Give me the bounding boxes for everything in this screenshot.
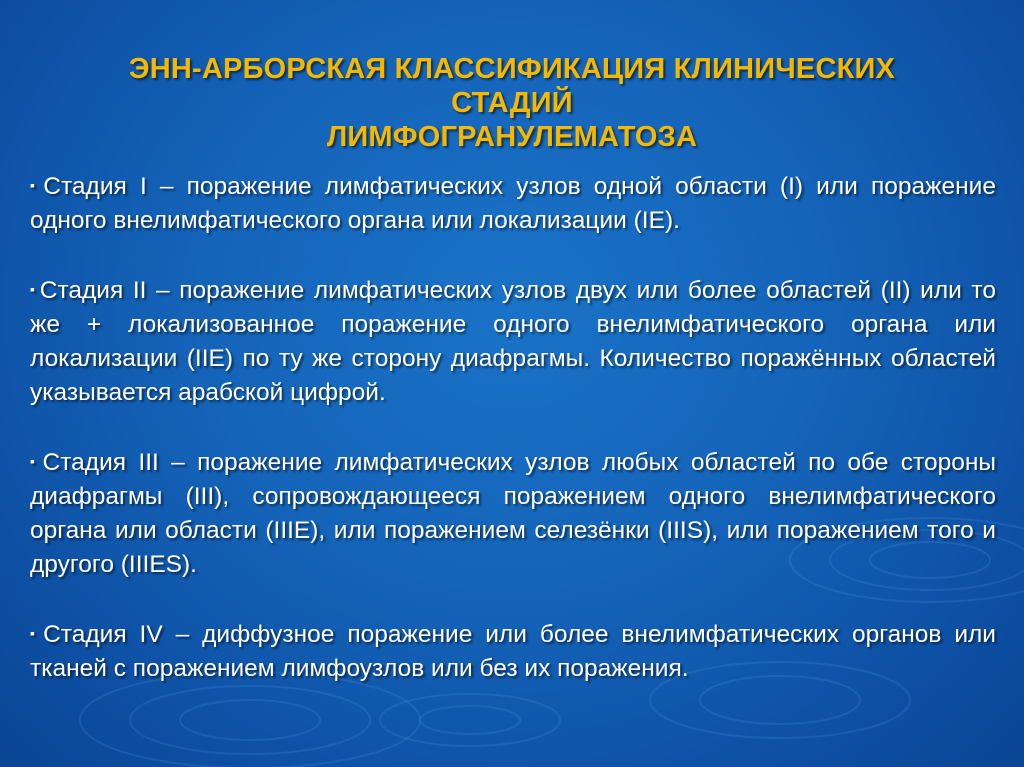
- title-line-2: СТАДИЙ: [451, 87, 573, 119]
- stage-list: [30, 168, 996, 720]
- stage-2-text: Стадия II – поражение лимфатических узлов двух или более областей (II) или то же + локализованное поражение одного внелимфатического органа или локализации (IIE) по ту же сторону диафрагмы. Количество поражённых областей указывается арабской цифрой.: [30, 277, 996, 406]
- stage-4-text: Стадия IV – диффузное поражение или более внелимфатических органов или тканей с поражением лимфоузлов или без их поражения.: [30, 621, 996, 682]
- stage-1-text: Стадия I – поражение лимфатических узлов одной области (I) или поражение одного внелимфатического органа или локализации (IE).: [30, 173, 996, 234]
- stage-2-paragraph: [30, 272, 996, 410]
- bullet-icon: ▪: [30, 625, 42, 641]
- title-line-3: ЛИМФОГРАНУЛЕМАТОЗА: [326, 121, 698, 153]
- bullet-icon: ▪: [30, 177, 42, 193]
- title-line-1: ЭНН-АРБОРСКАЯ КЛАССИФИКАЦИЯ КЛИНИЧЕСКИХ: [128, 53, 896, 85]
- stage-4-paragraph: [30, 616, 996, 686]
- stage-3-text: Стадия III – поражение лимфатических узлов любых областей по обе стороны диафрагмы (III), сопровождающееся поражением одного внелимфатического органа или области (IIIE), или поражением селезёнки (IIIS), или поражением того и другого (IIIES).: [30, 449, 996, 578]
- slide-title: [40, 52, 984, 154]
- bullet-icon: ▪: [30, 281, 38, 297]
- bullet-icon: ▪: [30, 453, 41, 469]
- stage-3-paragraph: [30, 444, 996, 582]
- stage-1-paragraph: [30, 168, 996, 238]
